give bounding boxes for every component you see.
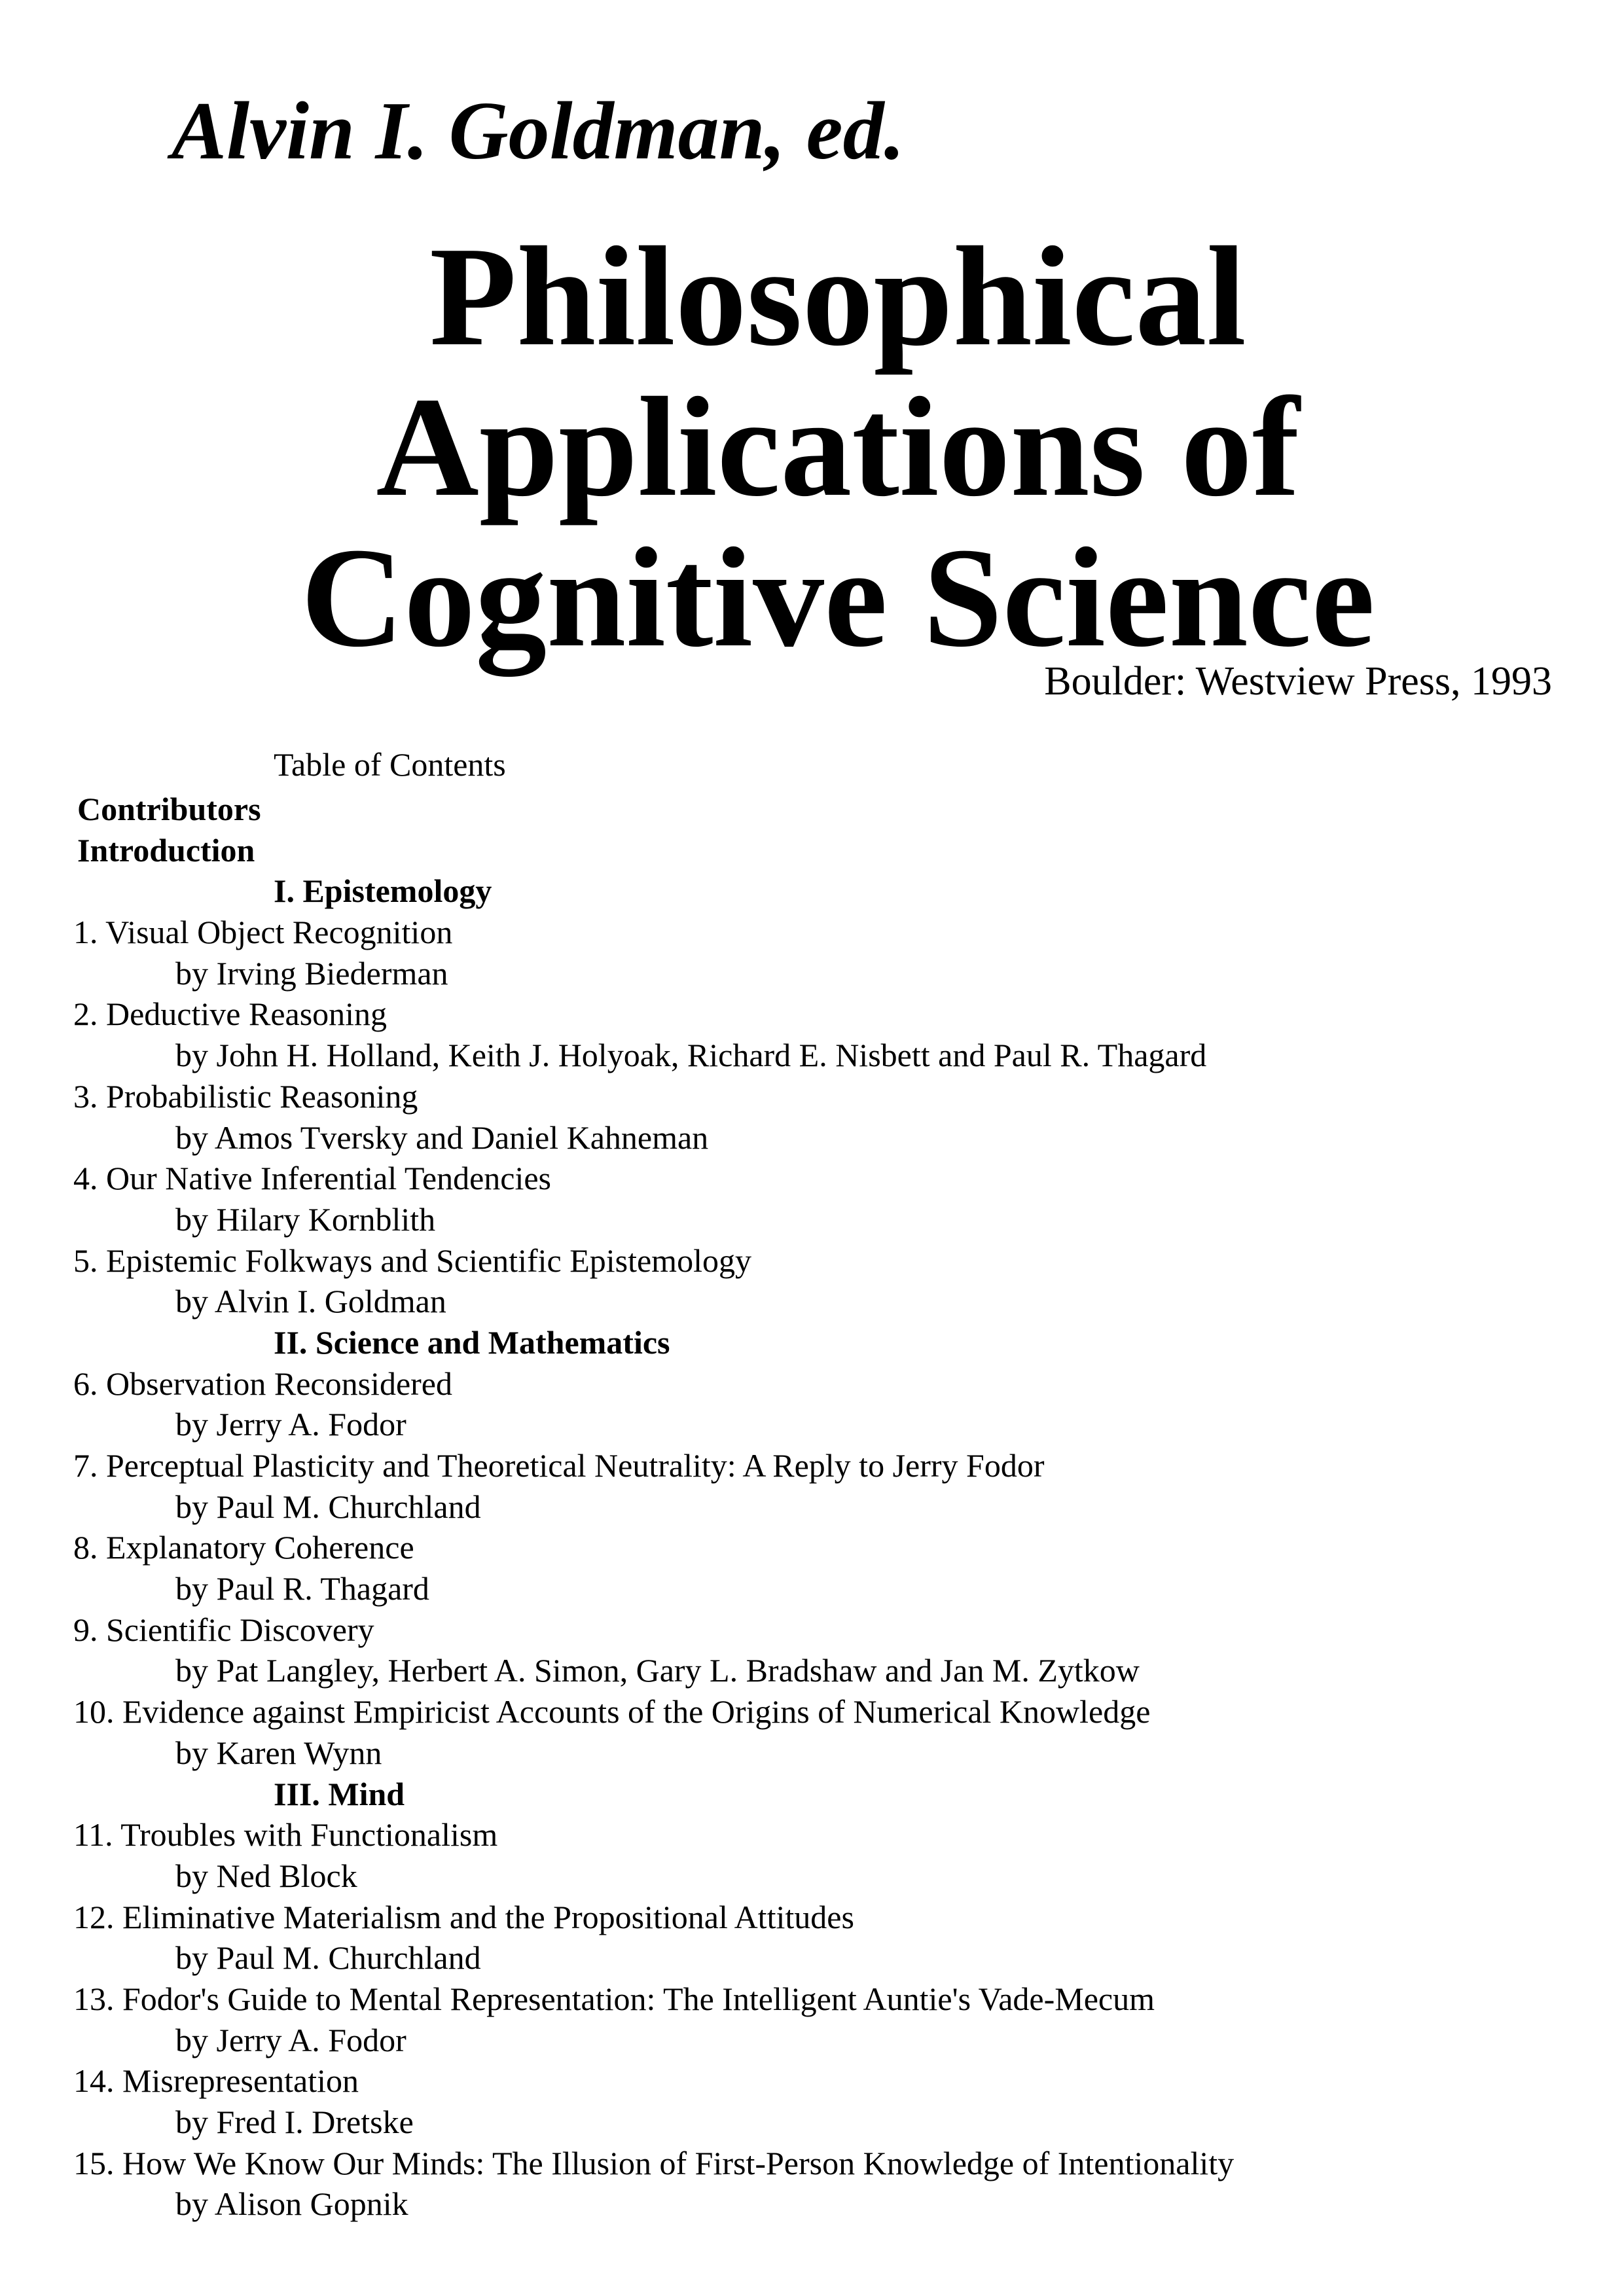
toc-chapter-title: 4. Our Native Inferential Tendencies: [73, 1160, 552, 1197]
toc-chapter-author: by Karen Wynn: [175, 1734, 382, 1771]
toc-front-introduction: Introduction: [77, 831, 255, 869]
toc-chapter-author: by Paul R. Thagard: [175, 1570, 429, 1607]
toc-chapter-author: by Jerry A. Fodor: [175, 2021, 406, 2058]
toc-chapter-title: 11. Troubles with Functionalism: [73, 1816, 498, 1854]
toc-chapter-title: 6. Observation Reconsidered: [73, 1365, 453, 1402]
toc-chapter-author: by Fred I. Dretske: [175, 2104, 414, 2140]
toc-part-heading: I. Epistemology: [274, 872, 492, 910]
toc-chapter-title: 14. Misrepresentation: [73, 2062, 359, 2100]
toc-chapter-title: 13. Fodor's Guide to Mental Representation: The Intelligent Auntie's Vade-Mecum: [73, 1980, 1155, 2017]
toc-chapter-author: by Irving Biederman: [175, 954, 448, 992]
toc-chapter-title: 5. Epistemic Folkways and Scientific Epistemology: [73, 1242, 751, 1279]
toc-front-contributors: Contributors: [77, 791, 261, 827]
book-title-line-3: Cognitive Science: [300, 519, 1375, 677]
editor-line: Alvin I. Goldman, ed.: [171, 86, 905, 177]
toc-chapter-author: by Ned Block: [175, 1857, 357, 1894]
toc-heading: Table of Contents: [274, 746, 506, 783]
toc-chapter-author: by John H. Holland, Keith J. Holyoak, Richard E. Nisbett and Paul R. Thagard: [175, 1037, 1207, 1074]
toc-chapter-title: 9. Scientific Discovery: [73, 1611, 374, 1648]
toc-chapter-author: by Paul M. Churchland: [175, 1488, 481, 1525]
toc-chapter-title: 3. Probabilistic Reasoning: [73, 1077, 418, 1115]
book-title-line-2: Applications of: [376, 368, 1300, 526]
toc-chapter-title: 8. Explanatory Coherence: [73, 1529, 414, 1566]
book-title-line-1: Philosophical: [429, 218, 1246, 376]
toc-chapter-title: 7. Perceptual Plasticity and Theoretical Neutrality: A Reply to Jerry Fodor: [73, 1447, 1045, 1484]
toc-chapter-title: 10. Evidence against Empiricist Accounts of the Origins of Numerical Knowledge: [73, 1693, 1151, 1731]
toc-chapter-title: 12. Eliminative Materialism and the Propositional Attitudes: [73, 1898, 854, 1935]
toc-part-heading: II. Science and Mathematics: [274, 1323, 670, 1361]
publisher-line: Boulder: Westview Press, 1993: [1044, 659, 1552, 704]
toc-chapter-author: by Alvin I. Goldman: [175, 1283, 446, 1320]
toc-chapter-title: 1. Visual Object Recognition: [73, 914, 453, 951]
toc-chapter-title: 15. How We Know Our Minds: The Illusion of First-Person Knowledge of Intentionality: [73, 2144, 1235, 2181]
table-of-contents: [0, 789, 1624, 2225]
toc-chapter-title: 2. Deductive Reasoning: [73, 996, 388, 1033]
toc-chapter-author: by Paul M. Churchland: [175, 1939, 481, 1977]
toc-chapter-author: by Jerry A. Fodor: [175, 1406, 406, 1443]
toc-chapter-author: by Amos Tversky and Daniel Kahneman: [175, 1119, 709, 1156]
toc-chapter-author: by Alison Gopnik: [175, 2185, 408, 2223]
toc-chapter-author: by Pat Langley, Herbert A. Simon, Gary L. Bradshaw and Jan M. Zytkow: [175, 1652, 1140, 1689]
toc-chapter-author: by Hilary Kornblith: [175, 1200, 436, 1238]
toc-part-heading: III. Mind: [274, 1775, 405, 1812]
